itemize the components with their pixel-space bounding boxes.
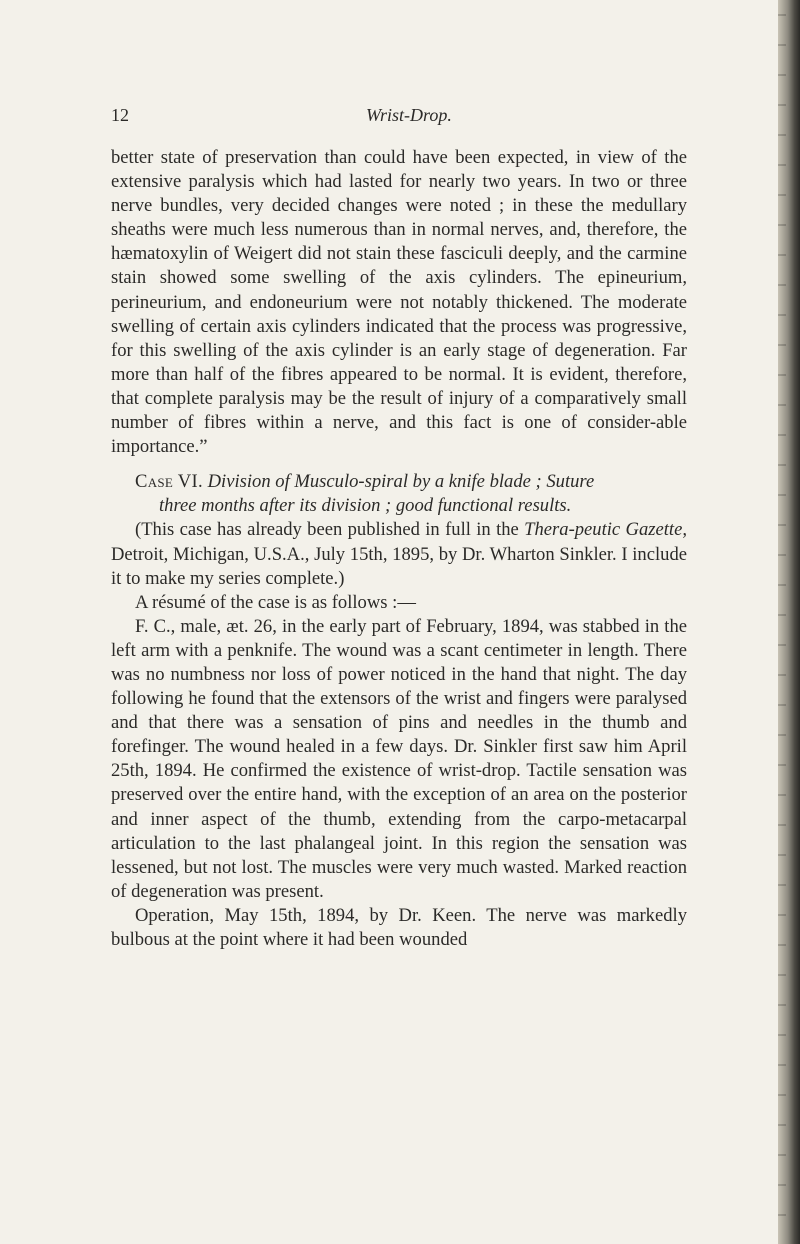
page-header: [111, 105, 691, 129]
paragraph-case-history: F. C., male, æt. 26, in the early part of February, 1894, was stabbed in the left arm with a penknife. The wound was a scant centimeter in length. There was no numbness nor loss of power noticed in the hand that night. The day following he found that the extensors of the wrist and fingers were paralysed and that there was a sensation of pins and needles in the thumb and forefinger. The wound healed in a few days. Dr. Sinkler first saw him April 25th, 1894. He confirmed the existence of wrist-drop. Tactile sensation was preserved over the entire hand, with the exception of an area on the posterior and inner aspect of the thumb, extending from the carpo-metacarpal articulation to the last phalangeal joint. In this region the sensation was lessened, but not lost. The muscles were very much wasted. Marked reaction of degeneration was present.: [111, 615, 687, 902]
page-number: 12: [111, 105, 129, 125]
case-label: Case VI.: [135, 471, 203, 493]
paragraph-resume-intro: A résumé of the case is as follows :—: [135, 591, 416, 613]
paragraph-continuation: better state of preservation than could have been expected, in view of the extensive paralysis which had lasted for nearly two years. In two or three nerve bundles, very decided changes were noted ; in these the medullary sheaths were much less numerous than in normal nerves, and, therefore, the hæmatoxylin of Weigert did not stain these fasciculi deeply, and the carmine stain showed some swelling of the axis cylinders. The epineurium, perineurium, and endoneurium were not notably thickened. The moderate swelling of certain axis cylinders indicated that the process was progressive, for this swelling of the axis cylinder is an early stage of degeneration. Far more than half of the fibres appeared to be normal. It is evident, therefore, that complete paralysis may be the result of injury of a comparatively small number of fibres within a nerve, and this fact is one of consider-able importance.”: [111, 147, 687, 458]
case-heading-line1: [111, 470, 687, 494]
running-head: Wrist-Drop.: [366, 105, 452, 125]
publication-note-end: Detroit, Michigan, U.S.A., July 15th, 1895, by Dr. Wharton Sinkler. I include it to make my series complete.): [111, 543, 687, 589]
case-title-line1: Division of Musculo-spiral by a knife blade ; Suture: [207, 471, 595, 493]
paragraph-publication-note: [111, 518, 687, 590]
journal-name: Thera-peutic Gazette,: [524, 519, 687, 541]
case-heading: [111, 470, 687, 518]
publication-note-start: (This case has already been published in full in the: [135, 519, 525, 541]
paragraph-operation: Operation, May 15th, 1894, by Dr. Keen. The nerve was markedly bulbous at the point where it had been wounded: [111, 904, 687, 950]
body-text: [111, 146, 687, 952]
case-title-line2: three months after its division ; good functional results.: [159, 495, 572, 517]
page-edge-shadow: [778, 0, 800, 1244]
